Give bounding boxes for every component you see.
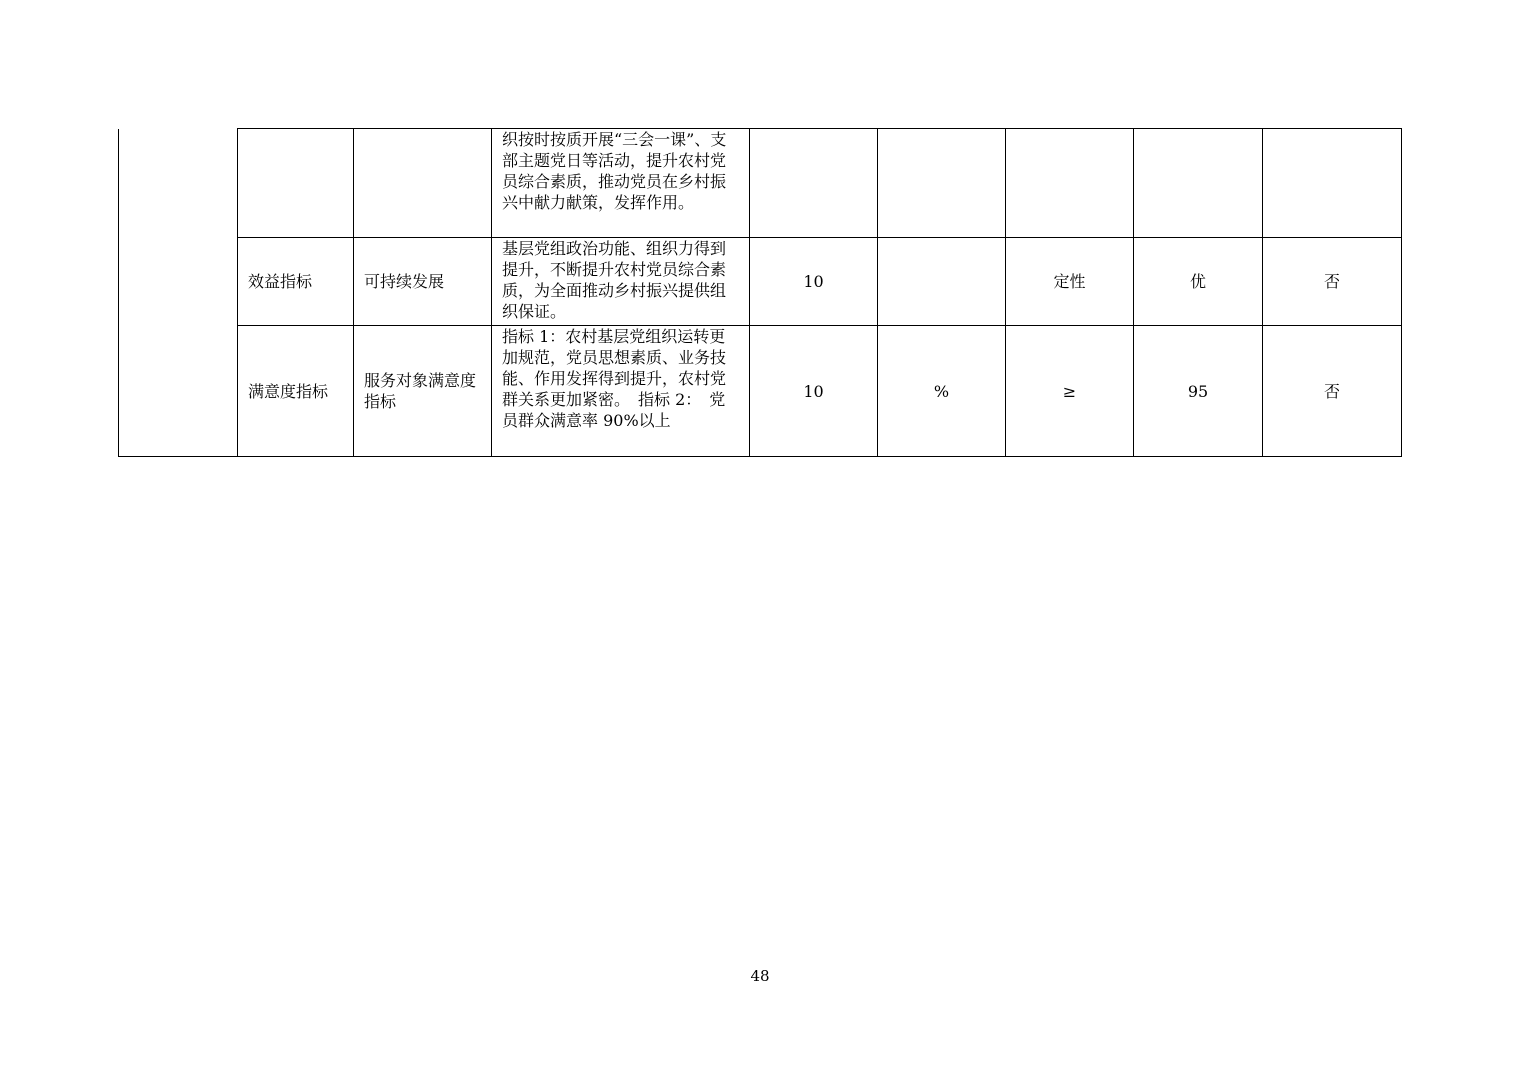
weight-cell — [750, 129, 878, 238]
level1-indicator-cell — [119, 129, 238, 457]
table-row — [119, 326, 1402, 457]
unit-cell: % — [878, 326, 1006, 457]
table-row — [119, 129, 1402, 238]
indicator-description-cell: 织按时按质开展“三会一课”、支部主题党日等活动，提升农村党员综合素质，推动党员在乡村振兴中献力献策，发挥作用。 — [492, 129, 750, 238]
core-indicator-cell — [1263, 129, 1402, 238]
level2-indicator-cell — [238, 129, 354, 238]
unit-cell — [878, 238, 1006, 326]
table-row — [119, 238, 1402, 326]
level3-indicator-cell: 服务对象满意度指标 — [354, 326, 492, 457]
target-value-cell: 95 — [1134, 326, 1263, 457]
level3-indicator-cell: 可持续发展 — [354, 238, 492, 326]
core-indicator-cell: 否 — [1263, 326, 1402, 457]
page-number: 48 — [750, 967, 770, 985]
performance-indicator-table — [118, 128, 1402, 457]
nature-cell: ≥ — [1006, 326, 1134, 457]
core-indicator-cell: 否 — [1263, 238, 1402, 326]
nature-cell: 定性 — [1006, 238, 1134, 326]
indicator-description-cell: 指标 1：农村基层党组织运转更加规范，党员思想素质、业务技能、作用发挥得到提升，农村党群关系更加紧密。 指标 2： 党员群众满意率 90%以上 — [492, 326, 750, 457]
level2-indicator-cell: 效益指标 — [238, 238, 354, 326]
target-value-cell: 优 — [1134, 238, 1263, 326]
target-value-cell — [1134, 129, 1263, 238]
indicator-description-cell: 基层党组政治功能、组织力得到提升，不断提升农村党员综合素质，为全面推动乡村振兴提供组织保证。 — [492, 238, 750, 326]
level3-indicator-cell — [354, 129, 492, 238]
nature-cell — [1006, 129, 1134, 238]
unit-cell — [878, 129, 1006, 238]
weight-cell: 10 — [750, 238, 878, 326]
weight-cell: 10 — [750, 326, 878, 457]
level2-indicator-cell: 满意度指标 — [238, 326, 354, 457]
